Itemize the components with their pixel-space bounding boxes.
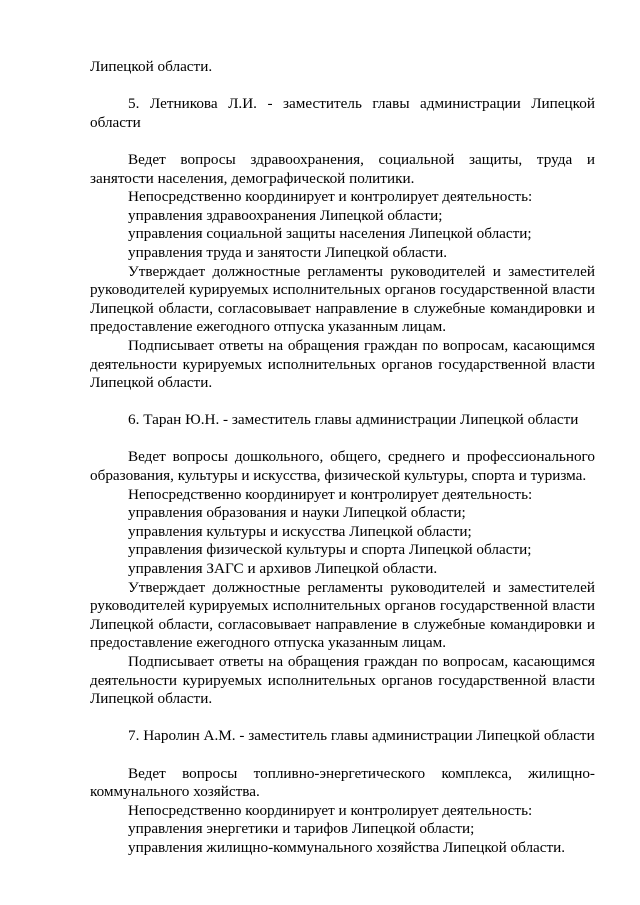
list-item: управления ЗАГС и архивов Липецкой области. bbox=[128, 560, 438, 578]
section-heading: 7. Наролин А.М. - заместитель главы администрации Липецкой области bbox=[128, 727, 595, 745]
list-item: управления образования и науки Липецкой области; bbox=[128, 504, 466, 522]
list-item: управления социальной защиты населения Липецкой области; bbox=[128, 225, 532, 243]
section-heading: 6. Таран Ю.Н. - заместитель главы администрации Липецкой области bbox=[128, 411, 579, 429]
document-page bbox=[90, 58, 595, 858]
list-item: управления физической культуры и спорта Липецкой области; bbox=[128, 541, 532, 559]
paragraph: Непосредственно координирует и контролирует деятельность: bbox=[128, 801, 533, 819]
paragraph: Утверждает должностные регламенты руководителей и заместителей руководителей курируемых исполнительных органов государственной власти Липецкой области, согласовывает направление в служебные командировки и предоставление ежегодного отпуска указанным лицам. bbox=[90, 578, 595, 652]
paragraph: Непосредственно координирует и контролирует деятельность: bbox=[128, 485, 533, 503]
paragraph: Подписывает ответы на обращения граждан по вопросам, касающимся деятельности курируемых исполнительных органов государственной власти Липецкой области. bbox=[90, 336, 595, 392]
list-item: управления здравоохранения Липецкой области; bbox=[128, 206, 443, 224]
section-heading: 5. Летникова Л.И. - заместитель главы администрации Липецкой области bbox=[90, 95, 595, 131]
paragraph: Ведет вопросы дошкольного, общего, среднего и профессионального образования, культуры и искусства, физической культуры, спорта и туризма. bbox=[90, 448, 595, 485]
list-item: управления культуры и искусства Липецкой области; bbox=[128, 522, 472, 540]
intro-tail: Липецкой области. bbox=[90, 58, 213, 75]
paragraph: Подписывает ответы на обращения граждан по вопросам, касающимся деятельности курируемых исполнительных органов государственной власти Липецкой области. bbox=[90, 653, 595, 708]
list-item: управления труда и занятости Липецкой области. bbox=[128, 243, 448, 261]
list-item: управления энергетики и тарифов Липецкой области; bbox=[128, 820, 475, 838]
paragraph: Непосредственно координирует и контролирует деятельность: bbox=[128, 188, 533, 206]
paragraph: Утверждает должностные регламенты руководителей и заместителей руководителей курируемых исполнительных органов государственной власти Липецкой области, согласовывает направление в служебные командировки и предоставление ежегодного отпуска указанным лицам. bbox=[90, 262, 595, 336]
paragraph: Ведет вопросы здравоохранения, социальной защиты, труда и занятости населения, демографической политики. bbox=[90, 150, 595, 187]
list-item: управления жилищно-коммунального хозяйства Липецкой области. bbox=[128, 838, 566, 856]
paragraph: Ведет вопросы топливно-энергетического комплекса, жилищно-коммунального хозяйства. bbox=[90, 764, 595, 801]
